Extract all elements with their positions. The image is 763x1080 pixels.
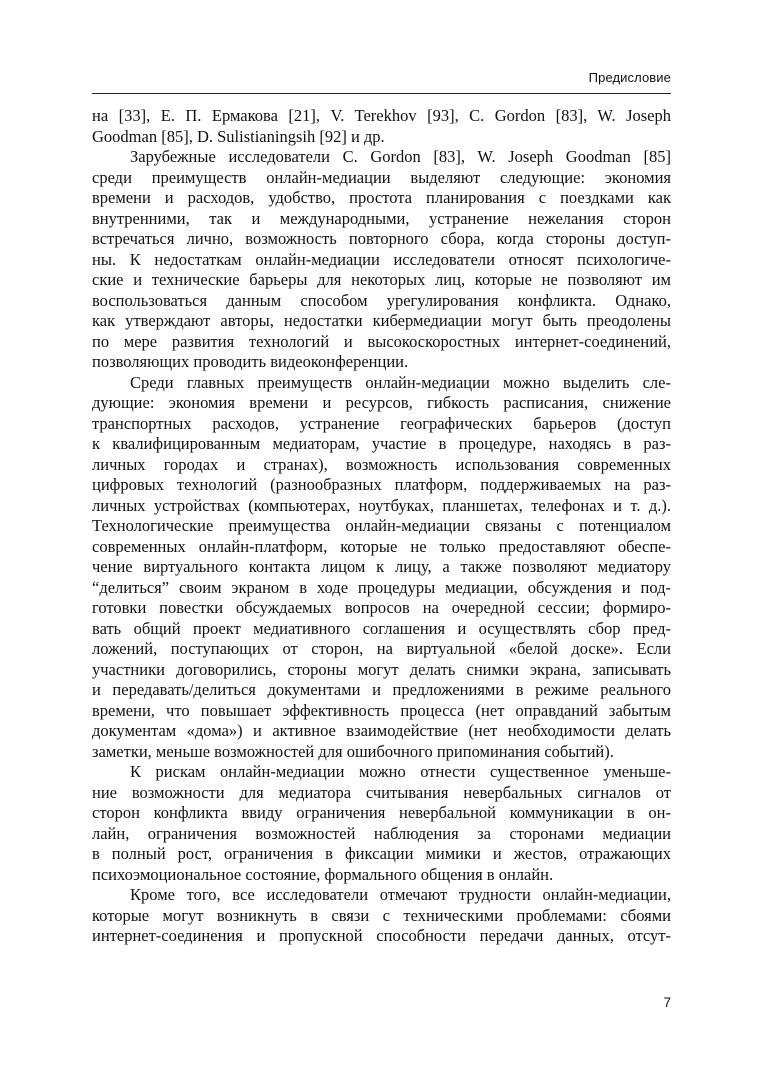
text-line: времени, что повышает эффективность процесса (нет оправданий забытым — [92, 700, 671, 720]
text-line: по мере развития технологий и высокоскоростных интернет-соединений, — [92, 331, 671, 351]
text-line: на [33], Е. П. Ермакова [21], V. Terekhov [93], C. Gordon [83], W. Joseph — [92, 106, 671, 125]
text-line: современных онлайн-платформ, которые не только предоставляют обеспе- — [92, 536, 671, 556]
text-line: интернет-соединения и пропускной способности передачи данных, отсут- — [92, 926, 671, 945]
paragraph — [92, 885, 671, 947]
text-line: чение виртуального контакта лицом к лицу, а также позволяют медиатору — [92, 557, 671, 576]
text-line: Goodman [85], D. Sulistianingsih [92] и др. — [92, 126, 385, 146]
text-line: дующие: экономия времени и ресурсов, гибкость расписания, снижение — [92, 393, 671, 412]
text-line: готовки повестки обсуждаемых вопросов на очередной сессии; формиро- — [92, 598, 671, 617]
text-line: Кроме того, все исследователи отмечают трудности онлайн-медиации, — [130, 885, 671, 904]
text-line: встречаться лично, возможность повторного сбора, когда стороны доступ- — [92, 229, 671, 248]
text-line: среди преимуществ онлайн-медиации выделяют следующие: экономия — [92, 167, 671, 187]
text-line: личных городах и странах), возможность использования современных — [92, 454, 671, 474]
text-line: цифровых технологий (разнообразных платформ, поддерживаемых на раз- — [92, 475, 671, 494]
text-line: психоэмоциональное состояние, формального общения в онлайн. — [92, 864, 554, 884]
text-line: заметки, меньше возможностей для ошибочного припоминания событий). — [92, 741, 614, 761]
paragraph — [92, 762, 671, 885]
text-line: к квалифицированным медиаторам, участие в процедуре, находясь в раз- — [92, 434, 671, 453]
paragraph — [92, 373, 671, 763]
text-line: ние возможности для медиатора считывания невербальных сигналов от — [92, 782, 671, 802]
text-line: ложений, поступающих от сторон, на виртуальной «белой доске». Если — [92, 639, 671, 658]
text-line: и передавать/делиться документами и предложениями в режиме реального — [92, 680, 671, 699]
paragraph — [92, 106, 671, 147]
page-number: 7 — [663, 995, 671, 1010]
paragraph — [92, 147, 671, 373]
text-line: сторон конфликта ввиду ограничения невербальной коммуникации в он- — [92, 803, 671, 822]
header-rule — [92, 93, 671, 94]
text-line: времени и расходов, удобство, простота планирования с поездками как — [92, 188, 671, 207]
text-line: транспортных расходов, устранение географических барьеров (доступ — [92, 413, 671, 433]
text-line: Технологические преимущества онлайн-медиации связаны с потенциалом — [92, 516, 671, 535]
text-line: в полный рост, ограничения в фиксации мимики и жестов, отражающих — [92, 844, 671, 863]
text-line: личных устройствах (компьютерах, ноутбуках, планшетах, телефонах и т. д.). — [92, 495, 671, 515]
text-line: “делиться” своим экраном в ходе процедуры медиации, обсуждения и под- — [92, 577, 671, 597]
running-header: Предисловие — [588, 70, 671, 85]
text-line: документам «дома») и активное взаимодействие (нет необходимости делать — [92, 721, 671, 740]
body-text — [92, 106, 671, 947]
text-line: Зарубежные исследователи C. Gordon [83], W. Joseph Goodman [85] — [130, 147, 671, 166]
text-line: ны. К недостаткам онлайн-медиации исследователи относят психологиче- — [92, 249, 671, 269]
text-line: позволяющих проводить видеоконференции. — [92, 352, 409, 371]
text-line: участники договорились, стороны могут делать снимки экрана, записывать — [92, 659, 671, 679]
text-line: внутренними, так и международными, устранение нежелания сторон — [92, 208, 671, 228]
text-line: которые могут возникнуть в связи с техническими проблемами: сбоями — [92, 905, 671, 925]
text-line: воспользоваться данным способом урегулирования конфликта. Однако, — [92, 290, 671, 310]
text-line: ские и технические барьеры для некоторых лиц, которые не позволяют им — [92, 270, 671, 289]
text-line: как утверждают авторы, недостатки кибермедиации могут быть преодолены — [92, 311, 671, 330]
text-line: вать общий проект медиативного соглашения и осуществлять сбор пред- — [92, 618, 671, 638]
text-line: лайн, ограничения возможностей наблюдения за сторонами медиации — [92, 823, 671, 843]
text-line: Среди главных преимуществ онлайн-медиации можно выделить сле- — [130, 372, 671, 392]
text-line: К рискам онлайн-медиации можно отнести существенное уменьше- — [130, 762, 671, 781]
